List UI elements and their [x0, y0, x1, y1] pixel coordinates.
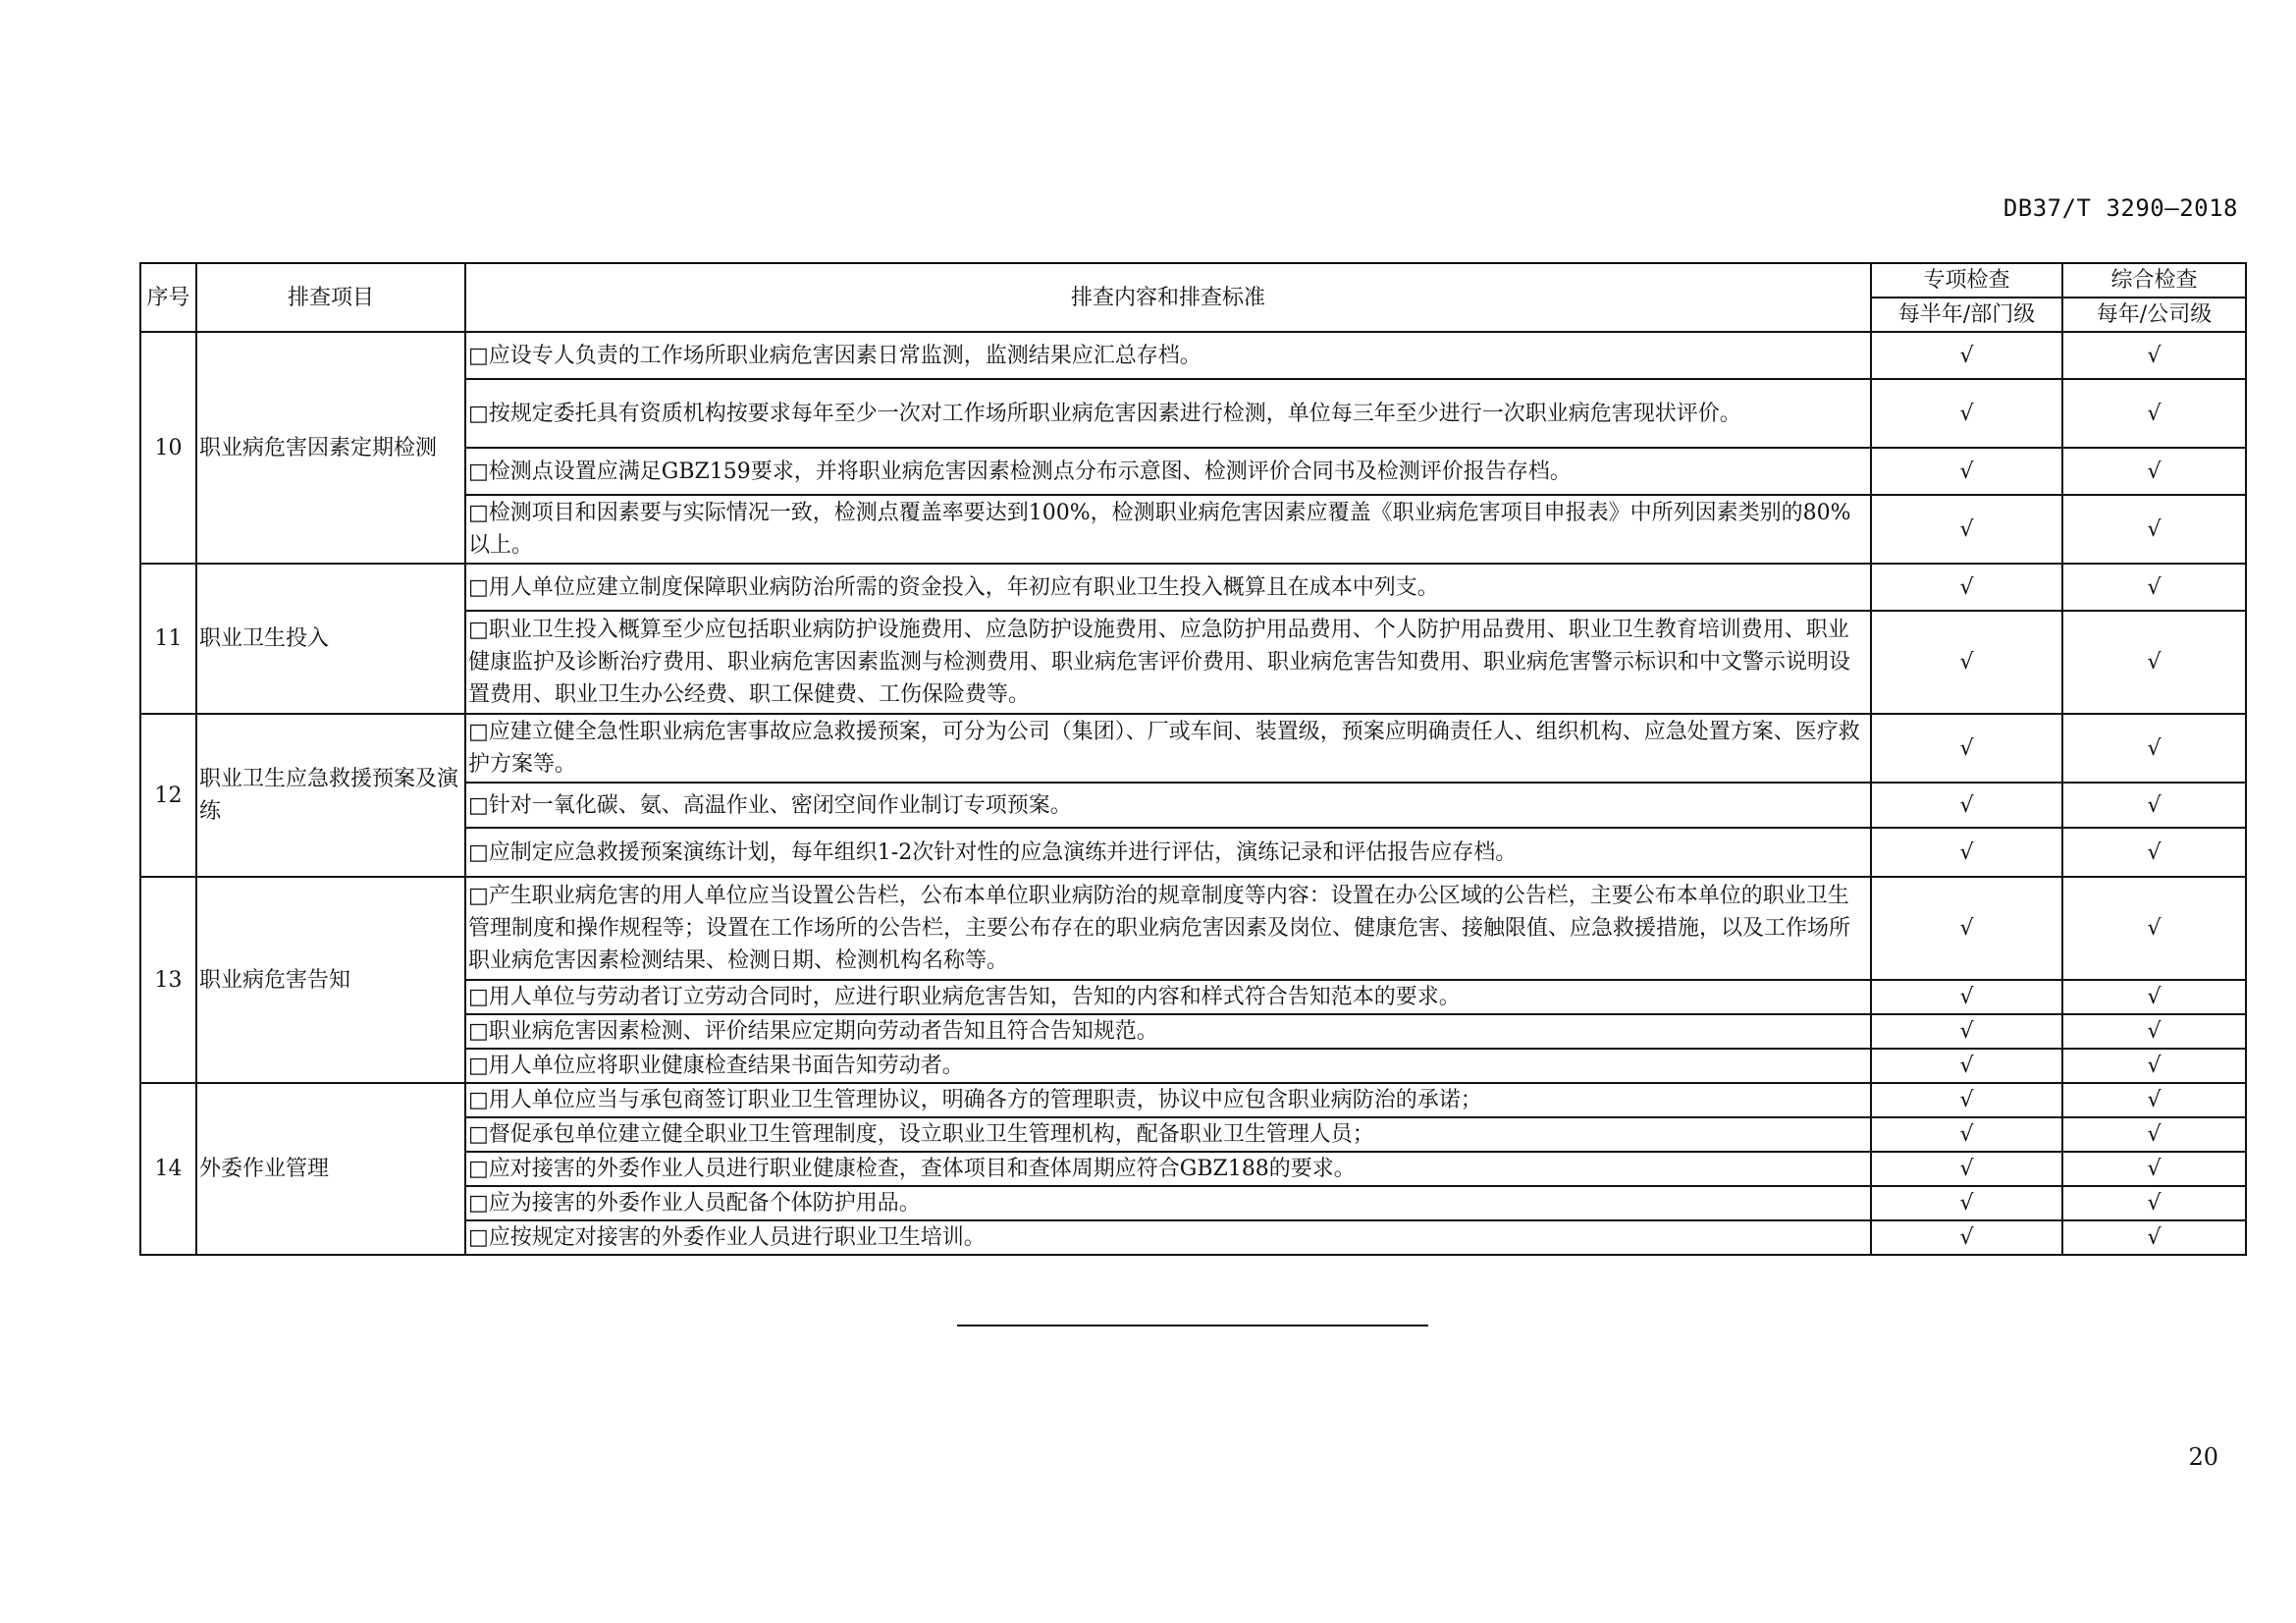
special-check-mark: √: [1871, 1049, 2062, 1083]
special-check-mark: √: [1871, 877, 2062, 980]
seq-cell: 12: [140, 714, 196, 877]
seq-cell: 13: [140, 877, 196, 1083]
special-check-mark: √: [1871, 1220, 2062, 1255]
comprehensive-check-mark: √: [2062, 332, 2246, 379]
content-cell: □职业卫生投入概算至少应包括职业病防护设施费用、应急防护设施费用、应急防护用品费用、个人防护用品费用、职业卫生教育培训费用、职业健康监护及诊断治疗费用、职业病危害因素监测与检测费用、职业病危害评价费用、职业病危害告知费用、职业病危害警示标识和中文警示说明设置费用、职业卫生办公经费、职工保健费、工伤保险费等。: [465, 611, 1871, 714]
comprehensive-check-mark: √: [2062, 714, 2246, 783]
content-cell: □检测点设置应满足GBZ159要求，并将职业病危害因素检测点分布示意图、检测评价合同书及检测评价报告存档。: [465, 448, 1871, 495]
content-cell: □应建立健全急性职业病危害事故应急救援预案，可分为公司（集团）、厂或车间、装置级，预案应明确责任人、组织机构、应急处置方案、医疗救护方案等。: [465, 714, 1871, 783]
item-cell: 职业病危害告知: [196, 877, 465, 1083]
item-cell: 职业病危害因素定期检测: [196, 332, 465, 564]
header-item: 排查项目: [196, 263, 465, 332]
table-row: [140, 332, 2246, 379]
table-row: [140, 877, 2246, 980]
comprehensive-check-mark: √: [2062, 783, 2246, 828]
special-check-mark: √: [1871, 332, 2062, 379]
header-seq: 序号: [140, 263, 196, 332]
standard-code: DB37/T 3290—2018: [2002, 194, 2238, 222]
comprehensive-check-mark: √: [2062, 1014, 2246, 1049]
special-check-mark: √: [1871, 495, 2062, 564]
content-cell: □应设专人负责的工作场所职业病危害因素日常监测，监测结果应汇总存档。: [465, 332, 1871, 379]
special-check-mark: √: [1871, 828, 2062, 877]
inspection-table: [139, 262, 2247, 1256]
special-check-mark: √: [1871, 1152, 2062, 1186]
content-cell: □应制定应急救援预案演练计划，每年组织1-2次针对性的应急演练并进行评估，演练记录和评估报告应存档。: [465, 828, 1871, 877]
special-check-mark: √: [1871, 1186, 2062, 1220]
seq-cell: 14: [140, 1083, 196, 1255]
content-cell: □职业病危害因素检测、评价结果应定期向劳动者告知且符合告知规范。: [465, 1014, 1871, 1049]
comprehensive-check-mark: √: [2062, 379, 2246, 448]
comprehensive-check-mark: √: [2062, 1186, 2246, 1220]
table-row: [140, 1083, 2246, 1117]
end-rule-divider: [957, 1325, 1428, 1326]
seq-cell: 11: [140, 564, 196, 714]
content-cell: □用人单位应当与承包商签订职业卫生管理协议，明确各方的管理职责，协议中应包含职业病防治的承诺；: [465, 1083, 1871, 1117]
comprehensive-check-mark: √: [2062, 828, 2246, 877]
comprehensive-check-mark: √: [2062, 1083, 2246, 1117]
item-cell: 职业卫生应急救援预案及演练: [196, 714, 465, 877]
table-row: [140, 714, 2246, 783]
content-cell: □应对接害的外委作业人员进行职业健康检查，查体项目和查体周期应符合GBZ188的要求。: [465, 1152, 1871, 1186]
content-cell: □产生职业病危害的用人单位应当设置公告栏，公布本单位职业病防治的规章制度等内容：设置在办公区域的公告栏，主要公布本单位的职业卫生管理制度和操作规程等；设置在工作场所的公告栏，主要公布存在的职业病危害因素及岗位、健康危害、接触限值、应急救援措施，以及工作场所职业病危害因素检测结果、检测日期、检测机构名称等。: [465, 877, 1871, 980]
comprehensive-check-mark: √: [2062, 1220, 2246, 1255]
special-check-mark: √: [1871, 714, 2062, 783]
item-cell: 外委作业管理: [196, 1083, 465, 1255]
content-cell: □督促承包单位建立健全职业卫生管理制度，设立职业卫生管理机构，配备职业卫生管理人员；: [465, 1117, 1871, 1152]
special-check-mark: √: [1871, 379, 2062, 448]
content-cell: □用人单位应建立制度保障职业病防治所需的资金投入，年初应有职业卫生投入概算且在成本中列支。: [465, 564, 1871, 611]
special-check-mark: √: [1871, 564, 2062, 611]
page-number: 20: [2188, 1443, 2218, 1471]
special-check-mark: √: [1871, 611, 2062, 714]
comprehensive-check-mark: √: [2062, 980, 2246, 1014]
comprehensive-check-mark: √: [2062, 877, 2246, 980]
comprehensive-check-mark: √: [2062, 495, 2246, 564]
header-special-check: 专项检查: [1871, 263, 2062, 298]
comprehensive-check-mark: √: [2062, 564, 2246, 611]
content-cell: □用人单位与劳动者订立劳动合同时，应进行职业病危害告知，告知的内容和样式符合告知范本的要求。: [465, 980, 1871, 1014]
header-content: 排查内容和排查标准: [465, 263, 1871, 332]
header-comprehensive-frequency: 每年/公司级: [2062, 298, 2246, 332]
special-check-mark: √: [1871, 1083, 2062, 1117]
header-comprehensive-check: 综合检查: [2062, 263, 2246, 298]
special-check-mark: √: [1871, 448, 2062, 495]
seq-cell: 10: [140, 332, 196, 564]
header-special-frequency: 每半年/部门级: [1871, 298, 2062, 332]
special-check-mark: √: [1871, 980, 2062, 1014]
item-cell: 职业卫生投入: [196, 564, 465, 714]
special-check-mark: √: [1871, 783, 2062, 828]
content-cell: □应按规定对接害的外委作业人员进行职业卫生培训。: [465, 1220, 1871, 1255]
content-cell: □按规定委托具有资质机构按要求每年至少一次对工作场所职业病危害因素进行检测，单位每三年至少进行一次职业病危害现状评价。: [465, 379, 1871, 448]
content-cell: □应为接害的外委作业人员配备个体防护用品。: [465, 1186, 1871, 1220]
comprehensive-check-mark: √: [2062, 448, 2246, 495]
comprehensive-check-mark: √: [2062, 1117, 2246, 1152]
comprehensive-check-mark: √: [2062, 1049, 2246, 1083]
special-check-mark: √: [1871, 1117, 2062, 1152]
special-check-mark: √: [1871, 1014, 2062, 1049]
comprehensive-check-mark: √: [2062, 611, 2246, 714]
comprehensive-check-mark: √: [2062, 1152, 2246, 1186]
content-cell: □用人单位应将职业健康检查结果书面告知劳动者。: [465, 1049, 1871, 1083]
content-cell: □针对一氧化碳、氨、高温作业、密闭空间作业制订专项预案。: [465, 783, 1871, 828]
content-cell: □检测项目和因素要与实际情况一致，检测点覆盖率要达到100%，检测职业病危害因素应覆盖《职业病危害项目申报表》中所列因素类别的80%以上。: [465, 495, 1871, 564]
table-row: [140, 564, 2246, 611]
